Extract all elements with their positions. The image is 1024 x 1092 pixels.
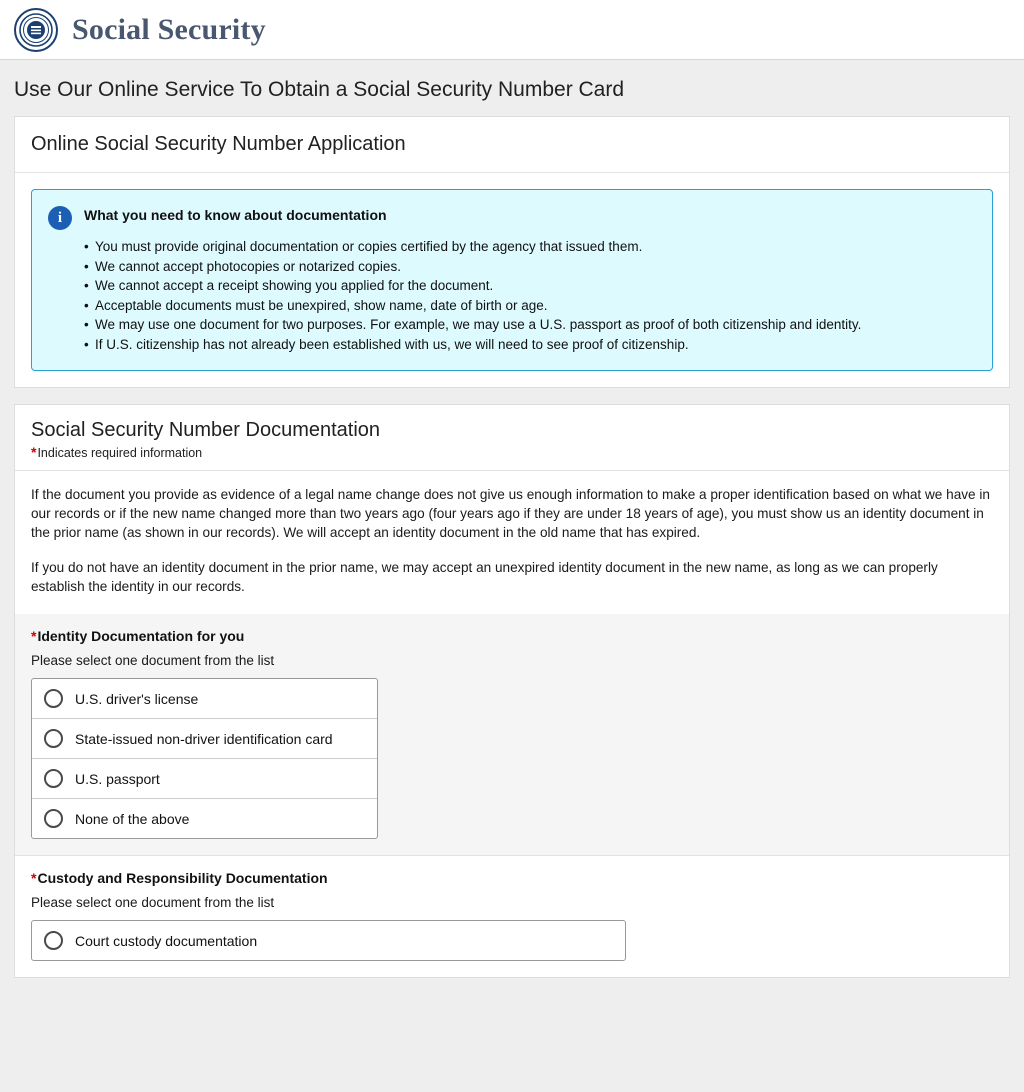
question-hint: Please select one document from the list [31, 895, 275, 910]
radio-option-label: U.S. passport [75, 770, 160, 787]
required-asterisk: * [31, 628, 37, 644]
documentation-explanation [15, 471, 1009, 614]
question-hint: Please select one document from the list [31, 653, 275, 668]
explanation-paragraph: If you do not have an identity document in the prior name, we may accept an unexpired identity document in the new name, as long as we can properly establish the identity in our records. [31, 560, 938, 594]
list-item: • We may use one document for two purposes. For example, we may use a U.S. passport as proof of both citizenship and identity. [84, 315, 861, 335]
required-note-text: Indicates required information [37, 446, 203, 460]
callout-bullet-list [84, 237, 861, 354]
brand-title: Social Security [72, 12, 266, 46]
radio-option-none-of-the-above[interactable] [32, 799, 377, 838]
documentation-panel-header [15, 405, 1009, 471]
required-asterisk: * [31, 870, 37, 886]
callout-content [84, 204, 861, 354]
question-label [31, 870, 993, 886]
list-item: • If U.S. citizenship has not already been established with us, we will need to see proof of citizenship. [84, 335, 861, 355]
question-label [31, 628, 993, 644]
site-masthead [0, 0, 1024, 60]
radio-option-state-issued-id-card[interactable] [32, 719, 377, 759]
radio-button-icon[interactable] [44, 729, 63, 748]
online-application-panel [14, 116, 1010, 388]
page-title: Use Our Online Service To Obtain a Social Security Number Card [14, 78, 625, 101]
list-item: • We cannot accept a receipt showing you applied for the document. [84, 276, 861, 296]
radio-option-label: Court custody documentation [75, 932, 258, 949]
radio-option-label: State-issued non-driver identification card [75, 730, 333, 747]
question-custody-responsibility-documentation [15, 855, 1009, 977]
ssn-documentation-panel [14, 404, 1010, 978]
radio-button-icon[interactable] [44, 809, 63, 828]
custody-documentation-radio-group[interactable] [31, 920, 626, 961]
list-item: • Acceptable documents must be unexpired, show name, date of birth or age. [84, 296, 861, 316]
required-asterisk: * [31, 444, 37, 460]
radio-option-us-drivers-license[interactable] [32, 679, 377, 719]
list-item: • You must provide original documentation or copies certified by the agency that issued them. [84, 237, 861, 257]
info-icon: i [48, 206, 72, 230]
radio-option-court-custody-documentation[interactable] [32, 921, 625, 960]
question-label-text: Custody and Responsibility Documentation [37, 870, 328, 886]
application-panel-body [15, 173, 1009, 387]
required-information-note [31, 444, 993, 460]
question-identity-documentation [15, 614, 1009, 855]
callout-title: What you need to know about documentation [84, 207, 387, 223]
application-panel-title: Online Social Security Number Application [31, 133, 406, 155]
radio-button-icon[interactable] [44, 931, 63, 950]
ssa-seal-icon [14, 8, 58, 52]
documentation-panel-title: Social Security Number Documentation [31, 419, 381, 441]
radio-option-label: U.S. driver's license [75, 690, 199, 707]
radio-option-us-passport[interactable] [32, 759, 377, 799]
question-label-text: Identity Documentation for you [37, 628, 245, 644]
radio-option-label: None of the above [75, 810, 190, 827]
application-panel-header [15, 117, 1009, 173]
radio-button-icon[interactable] [44, 689, 63, 708]
explanation-paragraph: If the document you provide as evidence of a legal name change does not give us enough information to make a proper identification based on what we have in our records or if the new name changed more than two years ago (four years ago if they are under 18 years of age), you must show us an identity document in the prior name (as shown in our records). We will accept an identity document in the old name that has expired. [31, 487, 990, 540]
identity-documentation-radio-group[interactable] [31, 678, 378, 839]
radio-button-icon[interactable] [44, 769, 63, 788]
documentation-info-callout [31, 189, 993, 371]
list-item: • We cannot accept photocopies or notarized copies. [84, 257, 861, 277]
